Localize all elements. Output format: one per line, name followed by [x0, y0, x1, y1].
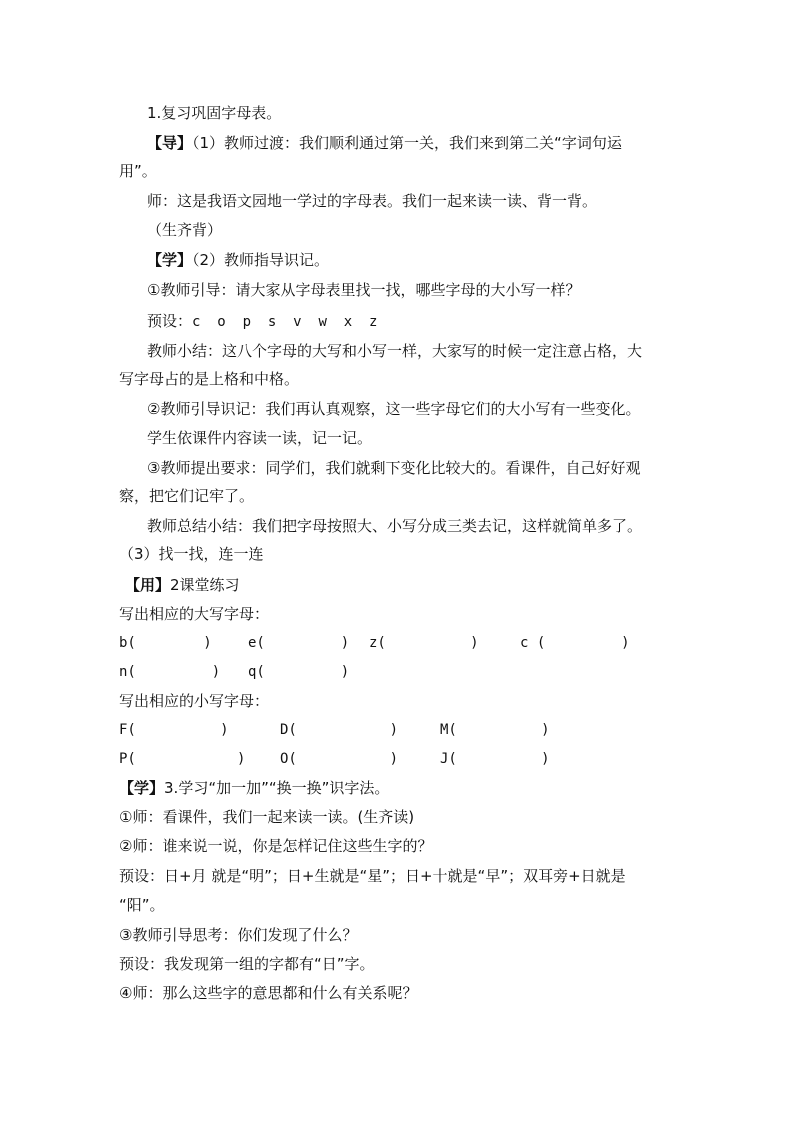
learn3-title: 3.学习“加一加”“换一换”识字法。	[164, 779, 390, 797]
step1-guide: ①教师引导：请大家从字母表里找一找，哪些字母的大小写一样？	[147, 281, 581, 299]
practice-heading	[125, 575, 240, 595]
summary-line-2: 写字母占的是上格和中格。	[119, 370, 300, 388]
learn3-tag: 【学】	[119, 779, 165, 797]
learn-step2-text: （2）教师指导识记。	[192, 251, 330, 269]
find-connect: （3）找一找，连一连	[119, 545, 264, 563]
lowercase-prompt: 写出相应的小写字母：	[119, 692, 270, 710]
preset-line	[147, 311, 377, 331]
learn3-step3: ③教师引导思考：你们发现了什么？	[119, 926, 358, 944]
summary-line-1: 教师小结：这八个字母的大写和小写一样，大家写的时候一定注意占格，大	[147, 342, 643, 360]
learn3-step2: ②师：谁来说一说，你是怎样记住这些生字的？	[119, 837, 433, 855]
learn-tag: 【学】	[147, 251, 193, 269]
uppercase-blank-b: b( )	[119, 635, 212, 651]
learn3-step1: ①师：看课件，我们一起来读一读。(生齐读)	[119, 808, 415, 826]
use-tag: 【用】	[125, 576, 171, 594]
uppercase-blank-z: z( )	[369, 635, 479, 651]
lowercase-blank-P: P( )	[119, 751, 246, 767]
uppercase-prompt: 写出相应的大写字母：	[119, 605, 270, 623]
learn3-step4: ④师：那么这些字的意思都和什么有关系呢？	[119, 984, 418, 1002]
lowercase-blank-O: O( )	[280, 751, 399, 767]
uppercase-blank-e: e( )	[248, 635, 350, 651]
guide-tag: 【导】	[147, 134, 193, 152]
practice-label: 2课堂练习	[170, 576, 240, 594]
lowercase-blank-F: F( )	[119, 722, 229, 738]
preset-letters: c o p s v w x z	[192, 314, 378, 330]
learn-step2	[147, 250, 329, 270]
learn3-heading	[119, 778, 389, 798]
learn3-preset-line-1: 预设：日+月 就是“明”；日+生就是“星”；日+十就是“早”；双耳旁+日就是	[119, 867, 626, 885]
step3-line-2: 察，把它们记牢了。	[119, 487, 255, 505]
conclusion: 教师总结小结：我们把字母按照大、小写分成三类去记，这样就简单多了。	[147, 517, 643, 535]
guide-line-2: 用”。	[119, 162, 157, 180]
lowercase-blank-J: J( )	[440, 751, 550, 767]
students-read: 学生依课件内容读一读，记一记。	[147, 429, 373, 447]
students-recite: （生齐背）	[147, 221, 223, 239]
preset-label: 预设：	[147, 312, 193, 330]
guide-line-1	[147, 133, 622, 153]
uppercase-blank-c: c ( )	[520, 635, 630, 651]
lowercase-blank-M: M( )	[440, 722, 550, 738]
uppercase-blank-n: n( )	[119, 664, 221, 680]
uppercase-blank-q: q( )	[248, 664, 350, 680]
lowercase-blank-D: D( )	[280, 722, 399, 738]
step3-line-1: ③教师提出要求：同学们，我们就剩下变化比较大的。看课件，自己好好观	[147, 459, 641, 477]
guide-text: （1）教师过渡：我们顺利通过第一关，我们来到第二关“字词句运	[192, 134, 622, 152]
review-heading: 1.复习巩固字母表。	[147, 104, 282, 122]
step2-guide: ②教师引导识记：我们再认真观察，这一些字母它们的大小写有一些变化。	[147, 400, 641, 418]
learn3-preset2: 预设：我发现第一组的字都有“日”字。	[119, 955, 375, 973]
learn3-preset-line-2: “阳”。	[119, 896, 165, 914]
teacher-intro: 师：这是我语文园地一学过的字母表。我们一起来读一读、背一背。	[147, 192, 598, 210]
